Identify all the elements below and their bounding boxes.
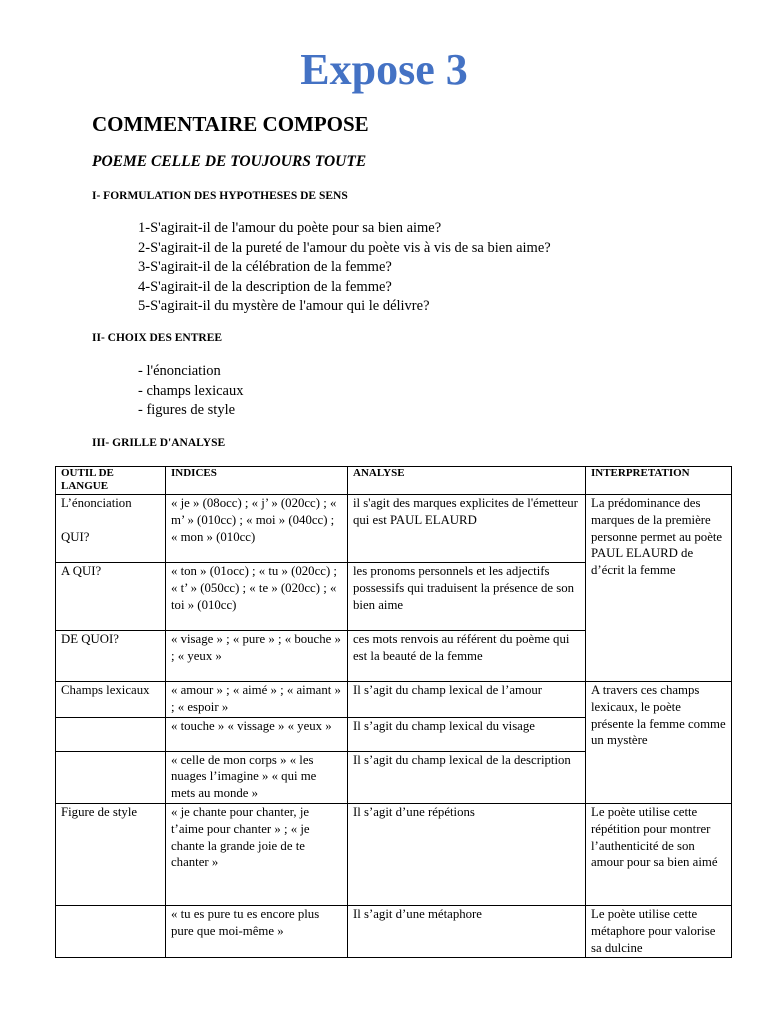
list-item: 1-S'agirait-il de l'amour du poète pour sa bien aime? — [138, 220, 442, 236]
table-cell — [56, 905, 166, 957]
table-cell — [56, 751, 166, 803]
cell-text: QUI? — [61, 529, 90, 544]
column-header-interpretation: INTERPRETATION — [586, 467, 732, 495]
table-row — [56, 803, 732, 905]
table-cell — [56, 717, 166, 751]
table-cell: Figure de style — [56, 803, 166, 905]
poem-title: POEME CELLE DE TOUJOURS TOUTE — [92, 153, 367, 170]
table-cell: Il s’agit d’une métaphore — [348, 905, 586, 957]
table-cell — [56, 495, 166, 563]
table-row — [56, 905, 732, 957]
section-heading-hypotheses: I- FORMULATION DES HYPOTHESES DE SENS — [92, 190, 348, 202]
table-cell: Il s’agit du champ lexical de l’amour — [348, 682, 586, 718]
section-heading-entrees: II- CHOIX DES ENTREE — [92, 332, 223, 344]
table-cell: Le poète utilise cette métaphore pour valorise sa dulcine — [586, 905, 732, 957]
table-cell: « tu es pure tu es encore plus pure que moi-même » — [166, 905, 348, 957]
table-row — [56, 495, 732, 563]
table-cell: « je » (08occ) ; « j’ » (020cc) ; « m’ » (010cc) ; « moi » (040cc) ; « mon » (010cc) — [166, 495, 348, 563]
list-item: - figures de style — [138, 402, 236, 418]
list-item: 4-S'agirait-il de la description de la femme? — [138, 278, 392, 295]
table-cell: Il s’agit du champ lexical de la description — [348, 751, 586, 803]
table-cell: ces mots renvois au référent du poème qui est la beauté de la femme — [348, 631, 586, 682]
table-cell: « ton » (01occ) ; « tu » (020cc) ; « t’ » (050cc) ; « te » (020cc) ; « toi » (010cc) — [166, 563, 348, 631]
table-cell: « touche » « vissage » « yeux » — [166, 717, 348, 751]
section-heading-grille: III- GRILLE D'ANALYSE — [92, 437, 226, 449]
column-header-analyse: ANALYSE — [348, 467, 586, 495]
main-heading: COMMENTAIRE COMPOSE — [92, 112, 369, 136]
table-row — [56, 682, 732, 718]
analysis-table — [55, 466, 732, 958]
table-cell: Il s’agit d’une répétions — [348, 803, 586, 905]
list-item: - champs lexicaux — [138, 382, 244, 399]
table-cell: « je chante pour chanter, je t’aime pour chanter » ; « je chante la grande joie de te chanter » — [166, 803, 348, 905]
table-cell: « visage » ; « pure » ; « bouche » ; « yeux » — [166, 631, 348, 682]
cell-text: L’énonciation — [61, 496, 132, 510]
table-cell: A travers ces champs lexicaux, le poète présente la femme comme un mystère — [586, 682, 732, 804]
list-item: 2-S'agirait-il de la pureté de l'amour du poète vis à vis de sa bien aime? — [138, 239, 551, 256]
hypotheses-list — [138, 219, 551, 317]
table-cell: « amour » ; « aimé » ; « aimant » ; « espoir » — [166, 682, 348, 718]
column-header-indices: INDICES — [166, 467, 348, 495]
table-cell: Le poète utilise cette répétition pour montrer l’authenticité de son amour pour sa bien aimé — [586, 803, 732, 905]
table-cell: DE QUOI? — [56, 631, 166, 682]
list-item: 3-S'agirait-il de la célébration de la femme? — [138, 259, 392, 275]
table-cell: les pronoms personnels et les adjectifs possessifs qui traduisent la présence de son bien aime — [348, 563, 586, 631]
table-cell: il s'agit des marques explicites de l'émetteur qui est PAUL ELAURD — [348, 495, 586, 563]
table-cell: « celle de mon corps » « les nuages l’imagine » « qui me mets au monde » — [166, 751, 348, 803]
table-cell: Il s’agit du champ lexical du visage — [348, 717, 586, 751]
table-header-row — [56, 467, 732, 495]
document-title: Expose 3 — [300, 45, 468, 94]
entrees-list — [138, 362, 244, 421]
table-cell: A QUI? — [56, 563, 166, 631]
table-cell: Champs lexicaux — [56, 682, 166, 718]
table-cell: La prédominance des marques de la première personne permet au poète PAUL ELAURD de d’écrit la femme — [586, 495, 732, 682]
list-item: - l'énonciation — [138, 363, 221, 379]
list-item: 5-S'agirait-il du mystère de l'amour qui le délivre? — [138, 298, 430, 314]
column-header-outil: OUTIL DE LANGUE — [56, 467, 166, 495]
